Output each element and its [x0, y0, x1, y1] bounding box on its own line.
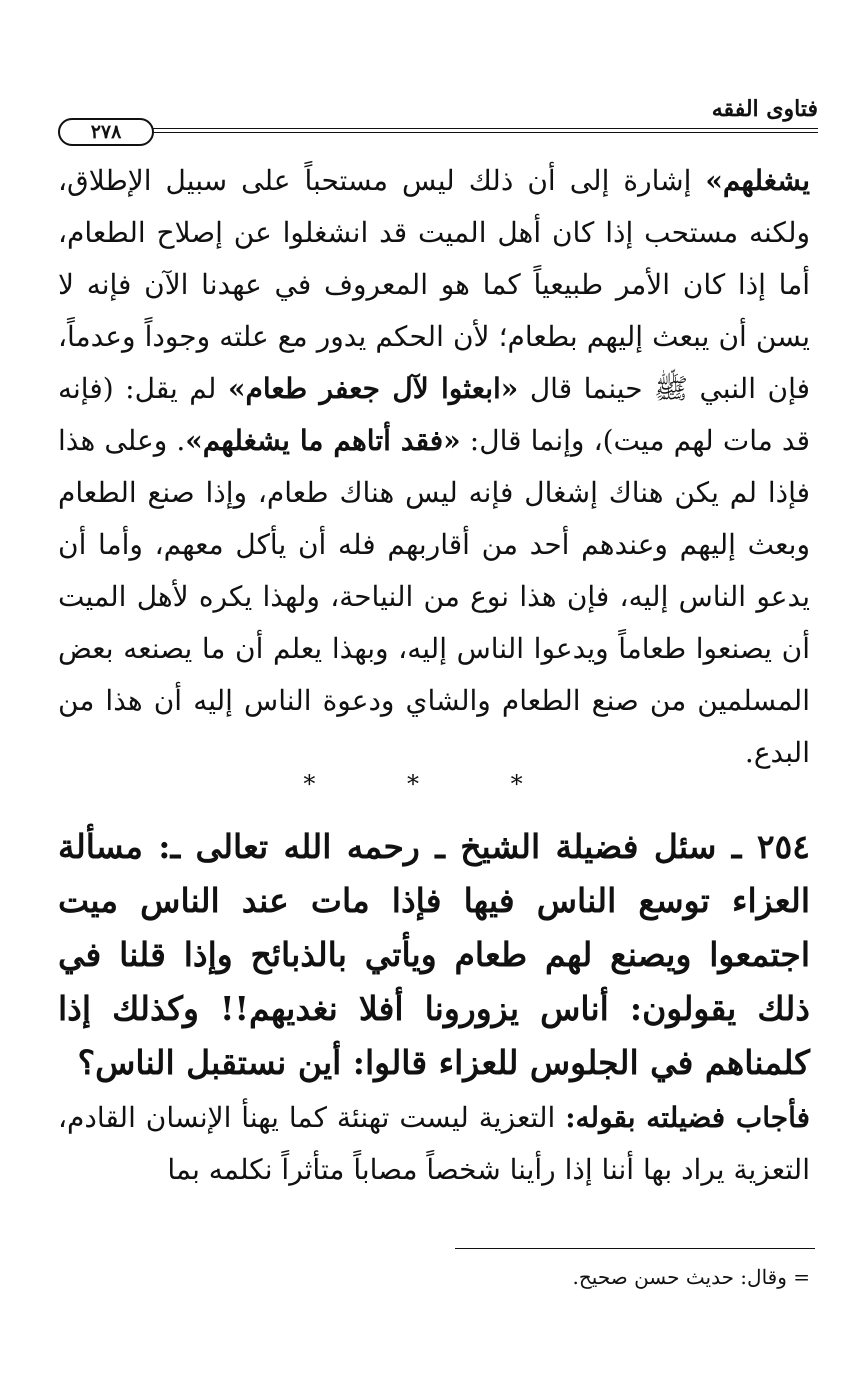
- section-separator: * * *: [303, 770, 565, 798]
- text-fragment: . وعلى هذا فإذا لم يكن هناك إشغال فإنه ليس هناك طعام، وإذا صنع الطعام وبعث إليهم وعندهم أحد من أقاربهم فله أن يأكل معهم، وأما أن يدعو الناس إليه، فإن هذا نوع من النياحة، ولهذا يكره لأهل الميت أن يصنعوا طعاماً ويدعوا الناس إليه، وبهذا يعلم أن ما يصنعه بعض المسلمين من صنع الطعام والشاي ودعوة الناس إليه أن هذا من البدع.: [58, 424, 810, 769]
- running-title: فتاوى الفقه: [711, 96, 818, 122]
- page-number: ٢٧٨: [58, 118, 154, 146]
- answer-lead: فأجاب فضيلته بقوله:: [565, 1101, 810, 1134]
- footnote-rule: [455, 1248, 815, 1249]
- header-rule: [58, 121, 818, 143]
- text-fragment: لم يقل: (فإنه قد مات لهم ميت)، وإنما قال:: [58, 372, 810, 457]
- hadith-quote: «ابعثوا لآل جعفر طعام»: [228, 372, 519, 405]
- fatwa-answer: [58, 1092, 810, 1196]
- text-fragment: إشارة إلى أن ذلك ليس مستحباً على سبيل الإطلاق، ولكنه مستحب إذا كان أهل الميت قد انشغلوا عن إصلاح الطعام، أما إذا كان الأمر طبيعياً كما هو المعروف في عهدنا الآن فإنه لا يسن أن يبعث إليهم بطعام؛ لأن الحكم يدور مع علته وجوداً وعدماً، فإن النبي ﷺ حينما قال: [58, 164, 810, 405]
- body-paragraph: [58, 155, 810, 779]
- header-rule-line-top: [153, 128, 818, 129]
- bold-fragment: يشغلهم»: [705, 164, 810, 197]
- footnote: = وقال: حديث حسن صحيح.: [572, 1265, 810, 1289]
- hadith-quote: «فقد أتاهم ما يشغلهم»: [185, 424, 461, 457]
- answer-text: التعزية ليست تهنئة كما يهنأ الإنسان القادم، التعزية يراد بها أننا إذا رأينا شخصاً مصاباً متأثراً نكلمه بما: [58, 1101, 810, 1186]
- header-rule-line-bottom: [153, 132, 818, 133]
- page-header: [58, 96, 818, 142]
- fatwa-question: ٢٥٤ ـ سئل فضيلة الشيخ ـ رحمه الله تعالى ـ: مسألة العزاء توسع الناس فيها فإذا مات عند الناس ميت اجتمعوا ويصنع لهم طعام ويأتي بالذبائح وإذا قلنا في ذلك يقولون: أناس يزورونا أفلا نغديهم!! وكذلك إذا كلمناهم في الجلوس للعزاء قالوا: أين نستقبل الناس؟: [58, 827, 810, 1082]
